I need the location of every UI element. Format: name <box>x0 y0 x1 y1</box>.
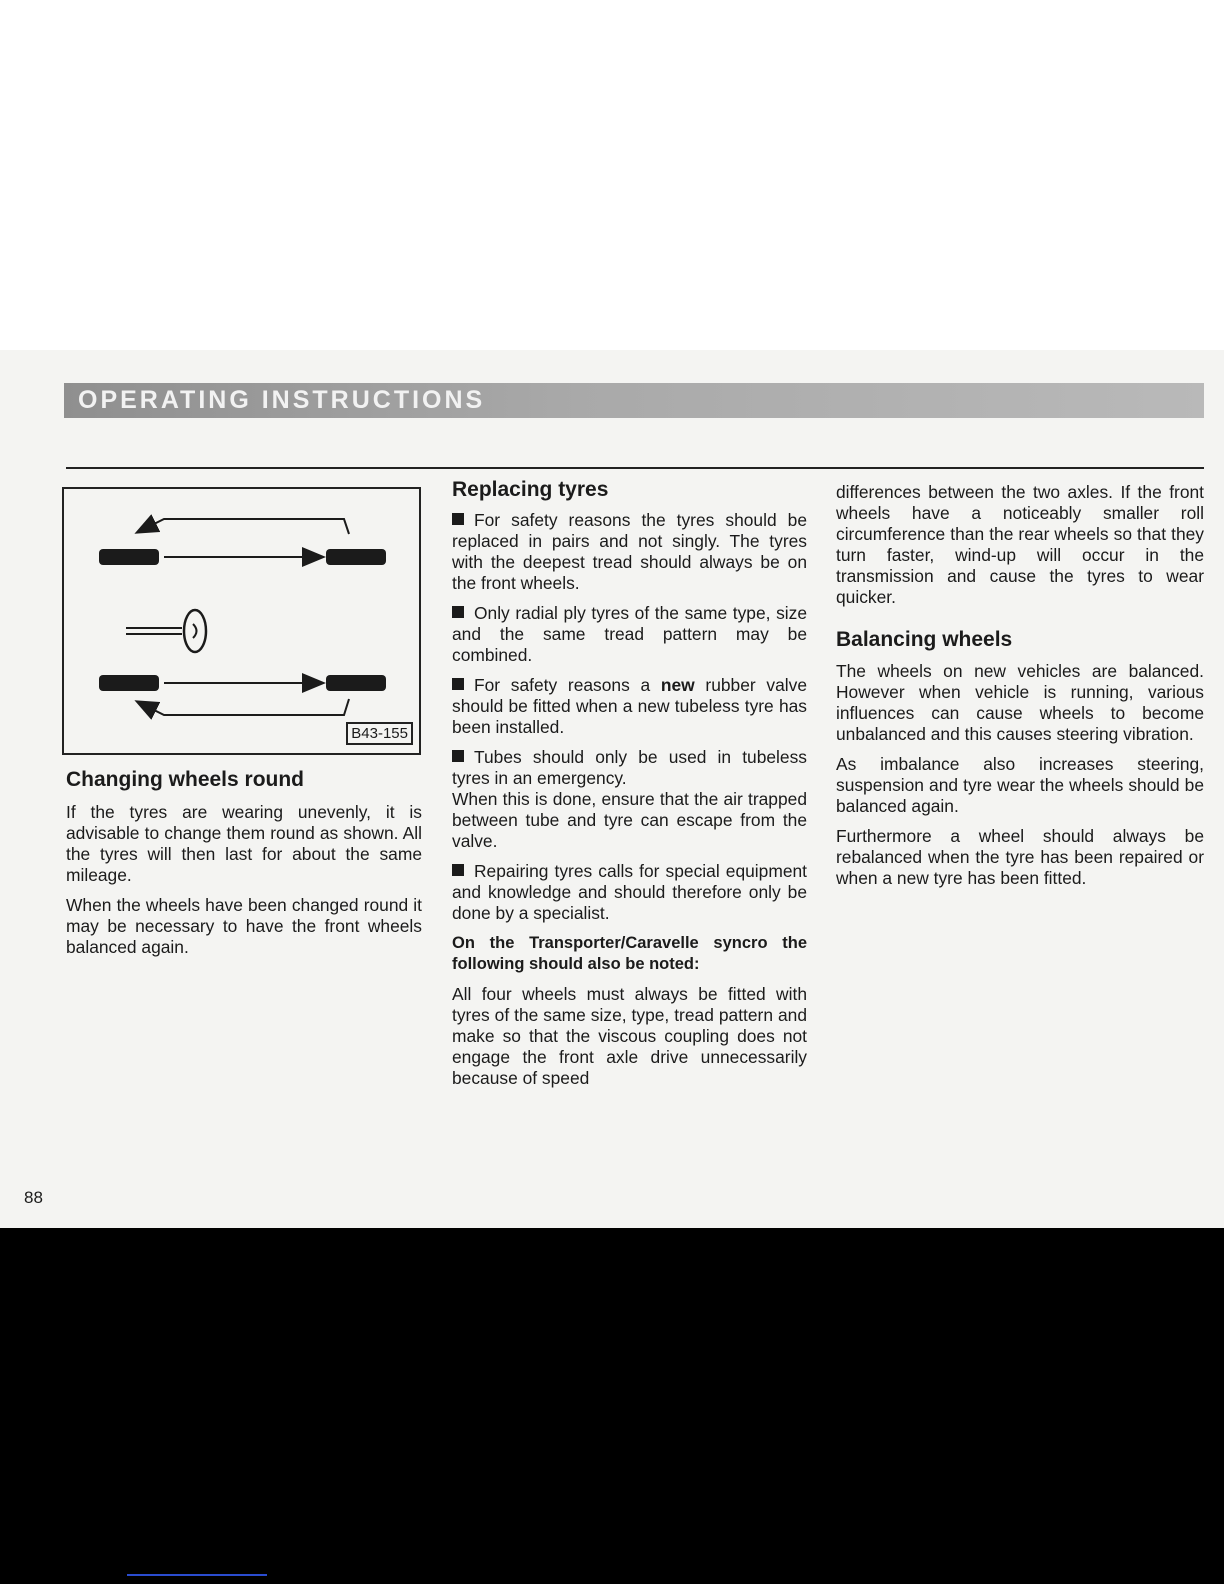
balancing-paragraph-2: As imbalance also increases steering, suspension and tyre wear the wheels should be balanced again. <box>836 754 1204 816</box>
rear-left-wheel <box>326 549 386 565</box>
heading-balancing-wheels: Balancing wheels <box>836 628 1013 651</box>
balancing-paragraph-3: Furthermore a wheel should always be rebalanced when the tyre has been repaired or when a new tyre has been fitted. <box>836 826 1204 888</box>
changing-wheels-paragraph-1: If the tyres are wearing unevenly, it is advisable to change them round as shown. All the tyres will then last for about the same mileage. <box>66 802 422 885</box>
tyre-rotation-diagram <box>62 487 421 755</box>
column-3-balancing <box>836 661 1204 898</box>
syncro-subheading: On the Transporter/Caravelle syncro the following should also be noted: <box>452 934 807 973</box>
front-left-wheel <box>99 549 159 565</box>
tube-note-paragraph: When this is done, ensure that the air trapped between tube and tyre can escape from the valve. <box>452 789 807 851</box>
balancing-paragraph-1: The wheels on new vehicles are balanced. However when vehicle is running, various influences can cause wheels to become unbalanced and this causes steering vibration. <box>836 661 1204 744</box>
bullet-text: rubber valve should be fitted when a new tubeless tyre has been installed. <box>452 675 807 737</box>
link-underline <box>127 1574 267 1576</box>
bullet-item <box>452 603 807 666</box>
bullet-item <box>452 675 807 738</box>
bullet-square-icon <box>452 750 464 762</box>
bullet-item <box>452 861 807 924</box>
steering-wheel-icon <box>126 610 206 652</box>
heading-replacing-tyres: Replacing tyres <box>452 478 609 501</box>
column-1 <box>66 802 422 967</box>
column-3 <box>836 482 1204 617</box>
section-title: OPERATING INSTRUCTIONS <box>78 386 486 414</box>
figure-code: B43-155 <box>346 722 413 745</box>
bullet-text: Only radial ply tyres of the same type, size and the same tread pattern may be combined. <box>452 603 807 665</box>
changing-wheels-paragraph-2: When the wheels have been changed round it may be necessary to have the front wheels balanced again. <box>66 895 422 957</box>
syncro-paragraph: All four wheels must always be fitted with tyres of the same size, type, tread pattern and make so that the viscous coupling does not engage the front axle drive unnecessarily because of speed <box>452 984 807 1088</box>
bullet-square-icon <box>452 678 464 690</box>
bullet-text: For safety reasons the tyres should be replaced in pairs and not singly. The tyres with the deepest tread should always be on the front wheels. <box>452 510 807 593</box>
bullet-text: Repairing tyres calls for special equipment and knowledge and should therefore only be done by a specialist. <box>452 861 807 923</box>
header-rule <box>66 467 1204 469</box>
rotation-diagram-svg <box>64 489 419 753</box>
bullet-text: For safety reasons a <box>474 675 661 695</box>
bullet-square-icon <box>452 513 464 525</box>
section-header-bar <box>64 383 1204 418</box>
bullet-item <box>452 510 807 594</box>
heading-changing-wheels: Changing wheels round <box>66 768 305 791</box>
bullet-square-icon <box>452 864 464 876</box>
column-2 <box>452 510 807 1098</box>
arrow-return-top <box>138 519 349 534</box>
continued-paragraph: differences between the two axles. If the front wheels have a noticeably smaller roll circumference than the rear wheels so that they turn faster, wind-up will occur in the transmission and cause the tyres to wear quicker. <box>836 482 1204 607</box>
rear-right-wheel <box>326 675 386 691</box>
top-margin <box>0 0 1224 350</box>
arrow-return-bottom <box>138 699 349 715</box>
bullet-square-icon <box>452 606 464 618</box>
bullet-text-emphasis: new <box>660 675 695 695</box>
page-number: 88 <box>24 1188 43 1207</box>
front-right-wheel <box>99 675 159 691</box>
bullet-text: Tubes should only be used in tubeless tyres in an emergency. <box>452 747 807 788</box>
bullet-item <box>452 747 807 789</box>
